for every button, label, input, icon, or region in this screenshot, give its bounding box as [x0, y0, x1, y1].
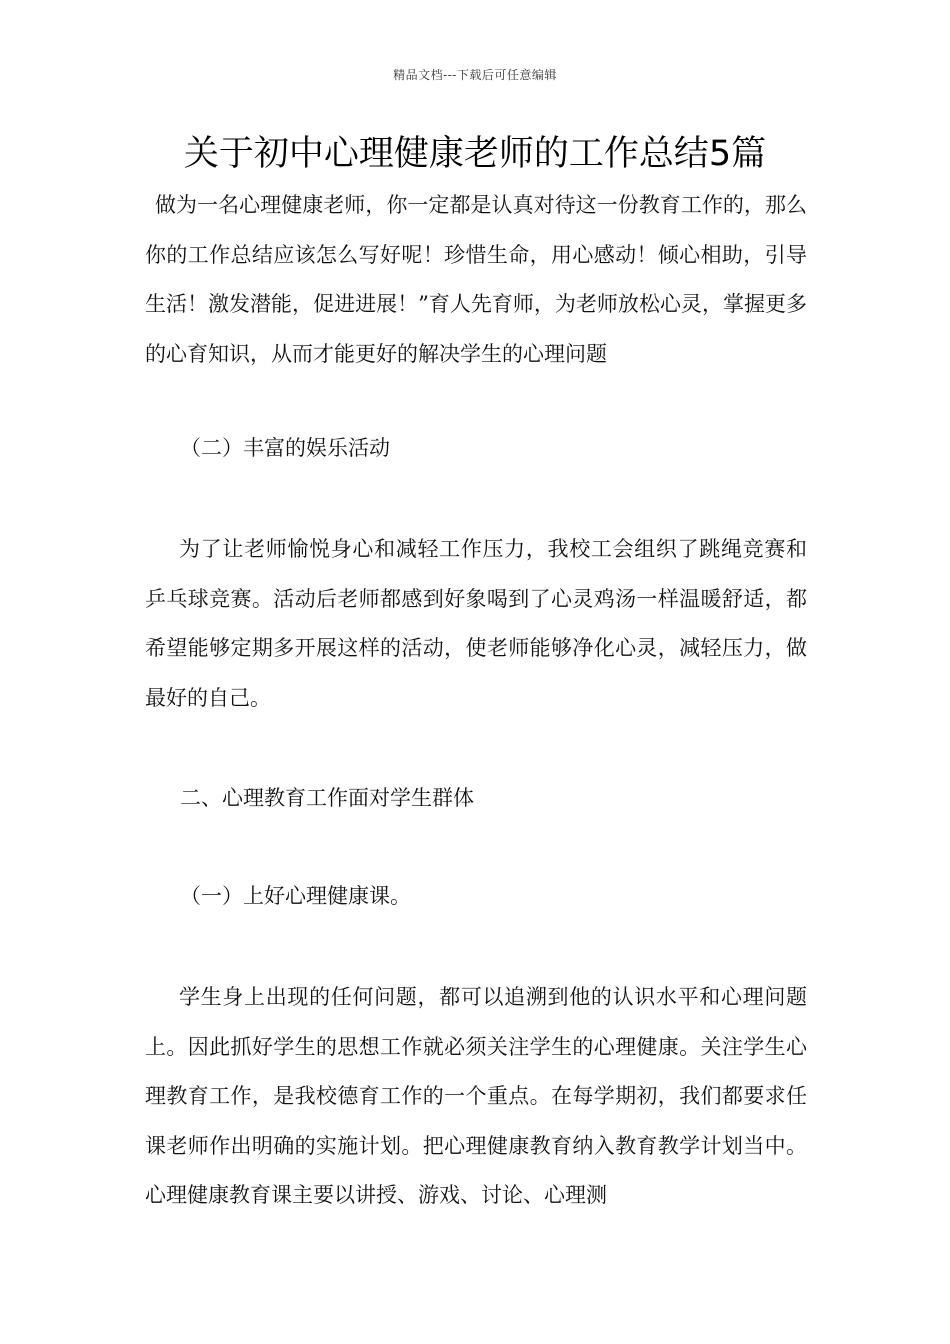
students-paragraph: 学生身上出现的任何问题，都可以追溯到他的认识水平和心理问题上。因此抓好学生的思想工作就必须关注学生的心理健康。关注学生心理教育工作，是我校德育工作的一个重点。在每学期初，我们都要求任课老师作出明确的实施计划。把心理健康教育纳入教育教学计划当中。心理健康教育课主要以讲授、游戏、讨论、心理测 — [145, 985, 807, 1207]
document-title: 关于初中心理健康老师的工作总结5篇 — [183, 134, 767, 174]
section-two-heading: 二、心理教育工作面对学生群体 — [180, 786, 474, 810]
intro-paragraph: 做为一名心理健康老师，你一定都是认真对待这一份教育工作的，那么你的工作总结应该怎么写好呢！珍惜生命，用心感动！倾心相助，引导生活！激发潜能，促进进展！”育人先育师，为老师放松心灵，掌握更多的心育知识，从而才能更好的解决学生的心理问题 — [145, 193, 807, 366]
sub-heading-entertainment: （二）丰富的娱乐活动 — [180, 436, 390, 460]
activity-paragraph: 为了让老师愉悦身心和减轻工作压力，我校工会组织了跳绳竞赛和乒乓球竞赛。活动后老师都感到好象喝到了心灵鸡汤一样温暖舒适，都希望能够定期多开展这样的活动，使老师能够净化心灵，减轻压力，做最好的自己。 — [145, 537, 807, 710]
sub-heading-class: （一）上好心理健康课。 — [180, 884, 411, 908]
header-note: 精品文档---下载后可任意编辑 — [393, 68, 557, 82]
